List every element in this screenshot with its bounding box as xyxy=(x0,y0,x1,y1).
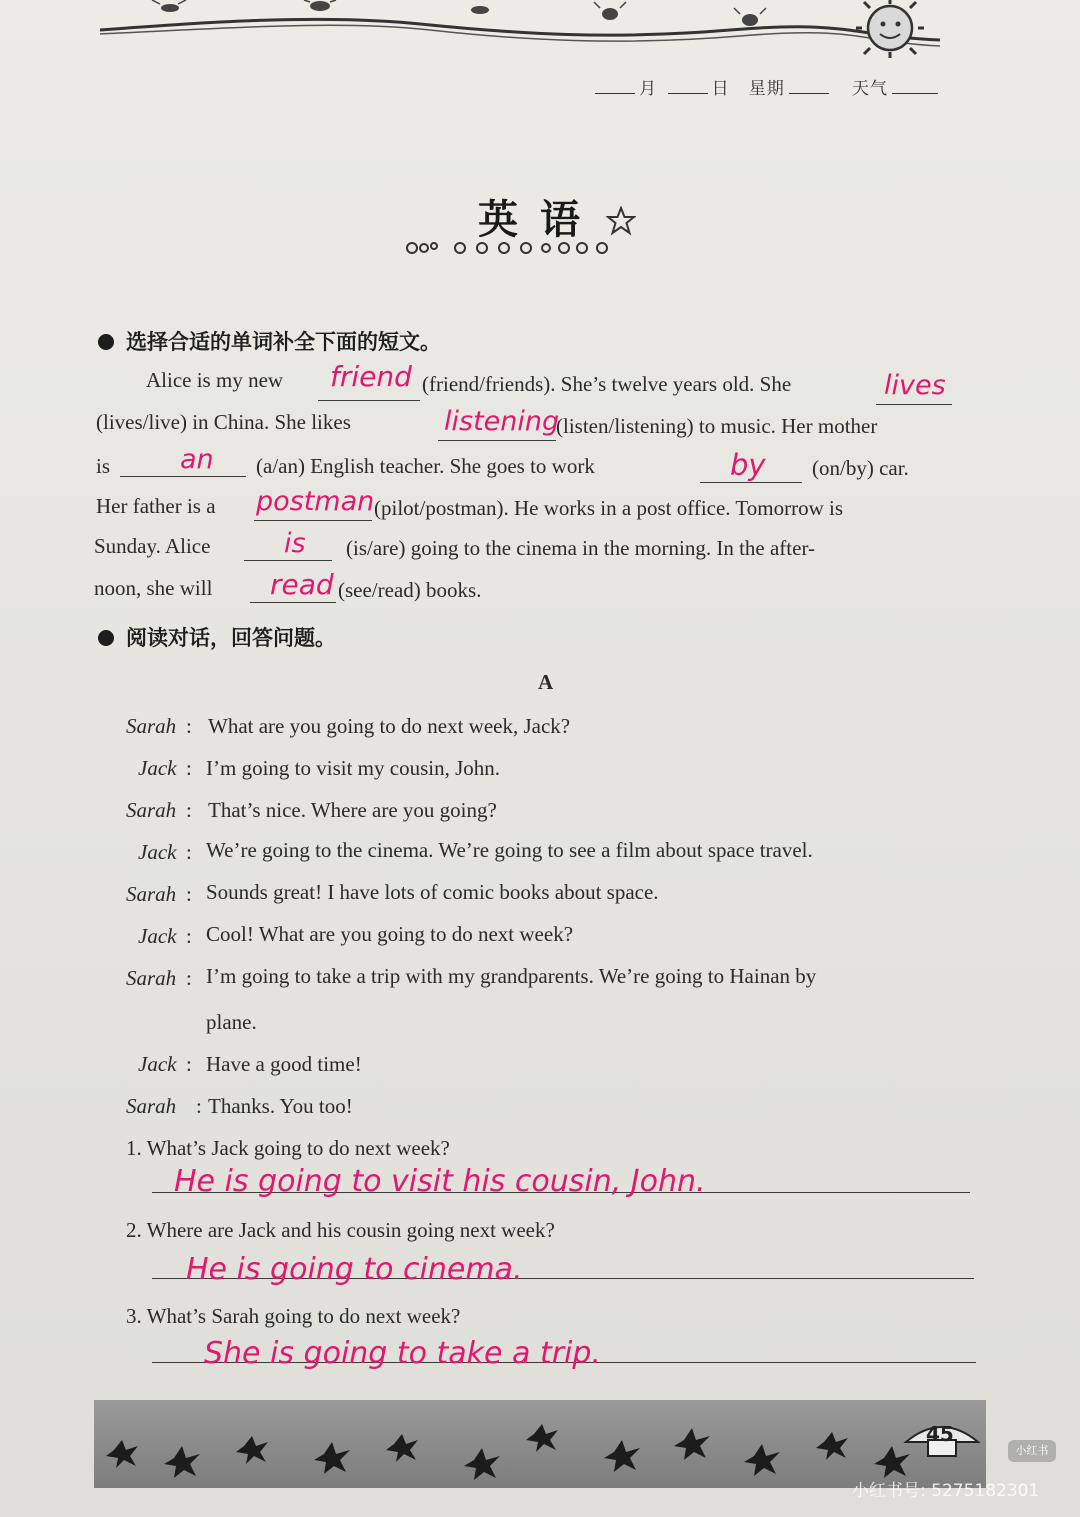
s1-line4-part1: Her father is a xyxy=(96,494,216,518)
colon: : xyxy=(186,798,192,822)
sun-icon xyxy=(856,0,924,58)
answer-6: postman xyxy=(256,486,375,517)
colon: : xyxy=(186,714,192,738)
answer-8: read xyxy=(270,568,334,601)
section1-heading-text: 选择合适的单词补全下面的短文。 xyxy=(126,330,441,354)
s1-line5-part2: (is/are) going to the cinema in the morning. In the after- xyxy=(346,536,816,560)
handwritten-answer-2: He is going to cinema. xyxy=(186,1252,523,1287)
dialogue-line: That’s nice. Where are you going? xyxy=(208,798,497,822)
dialogue-line: Sounds great! I have lots of comic books about space. xyxy=(206,880,659,904)
day-label: 日 xyxy=(711,79,730,99)
section2-heading-text: 阅读对话，回答问题。 xyxy=(126,626,336,650)
watermark-id: 小红书号: 5275182301 xyxy=(852,1481,1040,1501)
speaker: Jack xyxy=(138,1052,177,1076)
answer-2: lives xyxy=(884,370,946,401)
speaker: Sarah xyxy=(126,966,177,990)
speaker: Sarah xyxy=(126,882,177,906)
question-2: 2. Where are Jack and his cousin going next week? xyxy=(126,1218,555,1242)
speaker: Jack xyxy=(138,840,177,864)
colon: : xyxy=(186,924,192,948)
bullet-icon xyxy=(98,334,114,350)
bullet-icon xyxy=(98,630,114,646)
handwritten-answer-1: He is going to visit his cousin, John. xyxy=(174,1164,706,1199)
colon: : xyxy=(196,1094,202,1118)
answer-4: an xyxy=(180,444,214,475)
watermark-logo: 小红书 xyxy=(1008,1440,1056,1462)
month-blank xyxy=(595,79,635,94)
speaker: Jack xyxy=(138,924,177,948)
dialogue-line: I’m going to take a trip with my grandparents. We’re going to Hainan by xyxy=(206,964,817,988)
month-label: 月 xyxy=(639,79,658,99)
s1-line6-part2: (see/read) books. xyxy=(338,578,482,602)
s1-line1-part2: (friend/friends). She’s twelve years old. She xyxy=(422,372,792,396)
dialogue-line: We’re going to the cinema. We’re going to see a film about space travel. xyxy=(206,838,813,862)
colon: : xyxy=(186,840,192,864)
star-icon xyxy=(606,206,636,236)
dialogue-line: I’m going to visit my cousin, John. xyxy=(206,756,500,780)
answer-7: is xyxy=(284,528,306,559)
title-ornament-dots xyxy=(404,238,614,258)
section1-heading xyxy=(98,326,441,356)
date-weather-line xyxy=(591,74,942,99)
weekday-blank xyxy=(789,79,829,94)
answer-5: by xyxy=(730,448,766,482)
day-blank xyxy=(668,79,708,94)
page-number: 45 xyxy=(926,1422,954,1446)
s1-line3-part3: (on/by) car. xyxy=(812,456,909,480)
question-1: 1. What’s Jack going to do next week? xyxy=(126,1136,450,1160)
s1-line3-part1: is xyxy=(96,454,111,478)
question-3: 3. What’s Sarah going to do next week? xyxy=(126,1304,461,1328)
s1-line6-part1: noon, she will xyxy=(94,576,213,600)
s1-line2-part2: (listen/listening) to music. Her mother xyxy=(556,414,878,438)
colon: : xyxy=(186,966,192,990)
colon: : xyxy=(186,1052,192,1076)
top-decoration-illustration xyxy=(90,0,950,70)
s1-line1-part1: Alice is my new xyxy=(146,368,284,392)
handwritten-answer-3: She is going to take a trip. xyxy=(204,1336,601,1371)
weather-blank xyxy=(892,79,938,94)
answer-1: friend xyxy=(330,360,412,393)
weekday-label: 星期 xyxy=(748,79,785,99)
leaves-decoration xyxy=(94,1400,986,1488)
page-title: 英语 xyxy=(478,197,602,243)
dialogue-line: Cool! What are you going to do next week? xyxy=(206,922,574,946)
speaker: Sarah xyxy=(126,798,177,822)
section2-heading xyxy=(98,622,336,652)
speaker: Sarah xyxy=(126,714,177,738)
dialogue-line: Have a good time! xyxy=(206,1052,362,1076)
colon: : xyxy=(186,756,192,780)
colon: : xyxy=(186,882,192,906)
dialogue-line: What are you going to do next week, Jack? xyxy=(208,714,571,738)
speaker: Sarah xyxy=(126,1094,177,1118)
part-label: A xyxy=(538,670,554,694)
s1-line2-part1: (lives/live) in China. She likes xyxy=(96,410,351,434)
s1-line4-part2: (pilot/postman). He works in a post office. Tomorrow is xyxy=(374,496,844,520)
s1-line5-part1: Sunday. Alice xyxy=(94,534,211,558)
s1-line3-part2: (a/an) English teacher. She goes to work xyxy=(256,454,595,478)
answer-3: listening xyxy=(444,406,560,437)
speaker: Jack xyxy=(138,756,177,780)
dialogue-line: Thanks. You too! xyxy=(208,1094,353,1118)
dialogue-line: plane. xyxy=(206,1010,257,1034)
weather-label: 天气 xyxy=(852,79,888,99)
